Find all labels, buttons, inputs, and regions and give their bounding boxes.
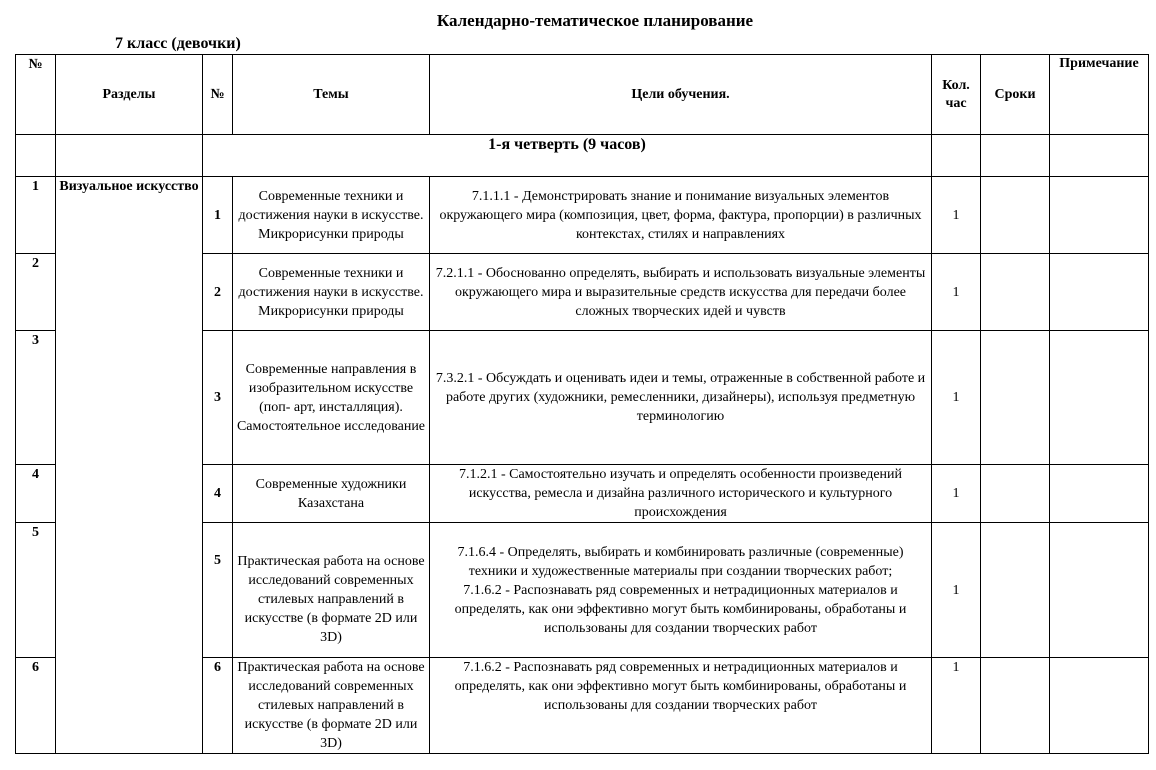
row-topic: Современные техники и достижения науки в искусстве. Микрорисунки природы <box>233 254 430 331</box>
header-dates: Сроки <box>981 55 1050 135</box>
row-topic-num: 3 <box>203 331 233 465</box>
row-dates <box>981 523 1050 658</box>
document-title: Календарно-тематическое планирование <box>436 11 754 30</box>
row-num: 5 <box>16 523 56 658</box>
row-topic-num: 5 <box>203 523 233 658</box>
header-goals: Цели обучения. <box>430 55 932 135</box>
quarter-empty-dates <box>981 135 1050 177</box>
quarter-row <box>16 135 1149 177</box>
planning-table <box>15 54 1149 754</box>
header-num2: № <box>203 55 233 135</box>
row-goal <box>430 523 932 658</box>
row-notes <box>1050 254 1149 331</box>
row-topic: Современные техники и достижения науки в искусстве. Микрорисунки природы <box>233 177 430 254</box>
row-dates <box>981 254 1050 331</box>
row-topic-num: 4 <box>203 465 233 523</box>
row-goal-line: 7.1.6.2 - Распознавать ряд современных и нетрадиционных материалов и определять, как они эффективно могут быть комбинированы, обработаны и использованы для создании творческих работ <box>454 582 907 636</box>
row-topic: Современные художники Казахстана <box>233 465 430 523</box>
row-dates <box>981 177 1050 254</box>
row-hours: 1 <box>932 254 981 331</box>
header-hours: Кол. час <box>932 55 981 135</box>
row-notes <box>1050 465 1149 523</box>
row-goal: 7.1.1.1 - Демонстрировать знание и понимание визуальных элементов окружающего мира (композиция, цвет, форма, фактура, пропорции) в различных контекстах, стилях и направлениях <box>430 177 932 254</box>
header-topics: Темы <box>233 55 430 135</box>
row-goal: 7.3.2.1 - Обсуждать и оценивать идеи и темы, отраженные в собственной работе и работе других (художники, ремесленники, дизайнеры), используя предметную терминологию <box>430 331 932 465</box>
row-topic-num: 2 <box>203 254 233 331</box>
header-section: Разделы <box>56 55 203 135</box>
quarter-empty-num <box>16 135 56 177</box>
row-topic-num: 6 <box>203 658 233 754</box>
row-hours: 1 <box>932 523 981 658</box>
row-topic: Современные направления в изобразительном искусстве (поп- арт, инсталляция). Самостоятельное исследование <box>233 331 430 465</box>
row-notes <box>1050 658 1149 754</box>
header-row <box>16 55 1149 135</box>
row-num: 4 <box>16 465 56 523</box>
row-goal: 7.2.1.1 - Обоснованно определять, выбирать и использовать визуальные элементы окружающего мира и выразительные средств искусства для передачи более сложных творческих идей и чувств <box>430 254 932 331</box>
document-subtitle: 7 класс (девочки) <box>115 35 241 52</box>
row-num: 6 <box>16 658 56 754</box>
quarter-empty-notes <box>1050 135 1149 177</box>
row-dates <box>981 658 1050 754</box>
row-notes <box>1050 177 1149 254</box>
row-num: 3 <box>16 331 56 465</box>
row-topic: Практическая работа на основе исследований современных стилевых направлений в искусстве (в формате 2D или 3D) <box>233 523 430 658</box>
quarter-empty-section <box>56 135 203 177</box>
header-notes: Примечание <box>1050 55 1149 135</box>
row-notes <box>1050 331 1149 465</box>
row-hours: 1 <box>932 658 981 754</box>
header-num: № <box>16 55 56 135</box>
row-goal: 7.1.2.1 - Самостоятельно изучать и определять особенности произведений искусства, ремесла и дизайна различного исторического и культурного происхождения <box>430 465 932 523</box>
row-num: 1 <box>16 177 56 254</box>
row-num: 2 <box>16 254 56 331</box>
quarter-empty-hours <box>932 135 981 177</box>
row-topic-num: 1 <box>203 177 233 254</box>
row-goal-line: 7.1.6.4 - Определять, выбирать и комбинировать различные (современные) техники и художественные материалы при создании творческих работ; <box>457 544 904 579</box>
row-notes <box>1050 523 1149 658</box>
row-hours: 1 <box>932 331 981 465</box>
section-name: Визуальное искусство <box>56 177 203 754</box>
row-goal: 7.1.6.2 - Распознавать ряд современных и нетрадиционных материалов и определять, как они эффективно могут быть комбинированы, обработаны и использованы для создании творческих работ <box>430 658 932 754</box>
row-dates <box>981 465 1050 523</box>
table-row <box>16 177 1149 254</box>
row-hours: 1 <box>932 465 981 523</box>
row-topic: Практическая работа на основе исследований современных стилевых направлений в искусстве (в формате 2D или 3D) <box>233 658 430 754</box>
row-dates <box>981 331 1050 465</box>
row-hours: 1 <box>932 177 981 254</box>
quarter-label: 1-я четверть (9 часов) <box>203 135 932 177</box>
